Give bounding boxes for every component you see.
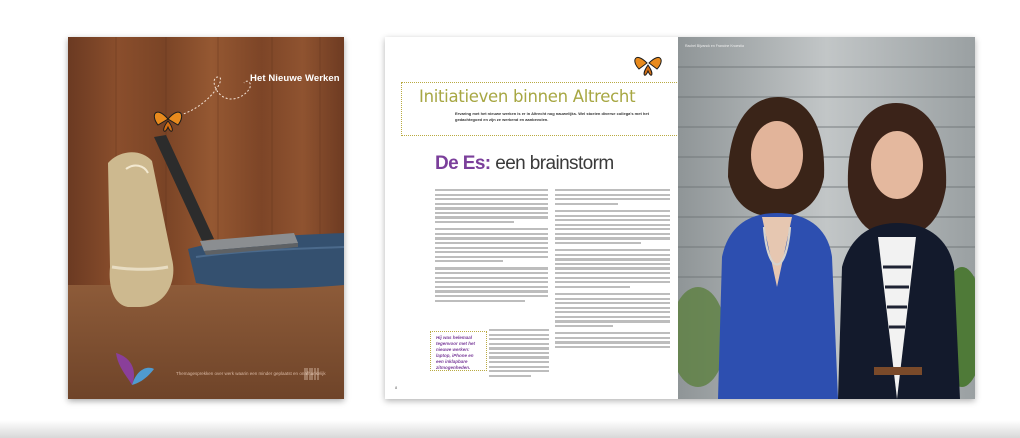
cover-title: Het Nieuwe Werken bbox=[250, 73, 340, 84]
cover-barcode-icon bbox=[304, 367, 320, 381]
altrecht-logo-icon bbox=[108, 347, 158, 397]
pull-quote: Hij was helemaal tegenvoor met het nieuwe werken: laptop, iPhone en een inklapbare zitmogenheden. bbox=[436, 335, 476, 370]
magazine-spread bbox=[385, 37, 975, 399]
photo-caption: Rachel Bijvanck en Francine Knoestia bbox=[685, 44, 744, 48]
article-column-1-continued bbox=[489, 329, 549, 391]
article-column-1 bbox=[435, 189, 548, 324]
magazine-cover bbox=[68, 37, 344, 399]
page-number: 8 bbox=[395, 385, 398, 390]
table-shadow bbox=[0, 420, 1020, 438]
spread-subhead: Ervaring met het nieuwe werken is er in Altrecht nog nauwelijks. Wel stoeien diverse collega's met het gedachtegoed en zijn ze werkend en aanbevolen. bbox=[455, 111, 649, 122]
butterfly-icon bbox=[633, 47, 663, 81]
cover-illustration bbox=[68, 37, 344, 399]
spread-headline: Initiatieven binnen Altrecht bbox=[419, 87, 636, 106]
article-column-2 bbox=[555, 189, 670, 393]
portrait-illustration bbox=[678, 37, 975, 399]
cover-footer: Themagesprekken over werk waarin een minder geplaatst en onafhankelijk bbox=[176, 371, 326, 376]
article-title-accent: De Es: bbox=[435, 153, 491, 174]
article-title-rest: een brainstorm bbox=[490, 153, 614, 174]
article-title bbox=[435, 153, 614, 175]
article-photo bbox=[678, 37, 975, 399]
